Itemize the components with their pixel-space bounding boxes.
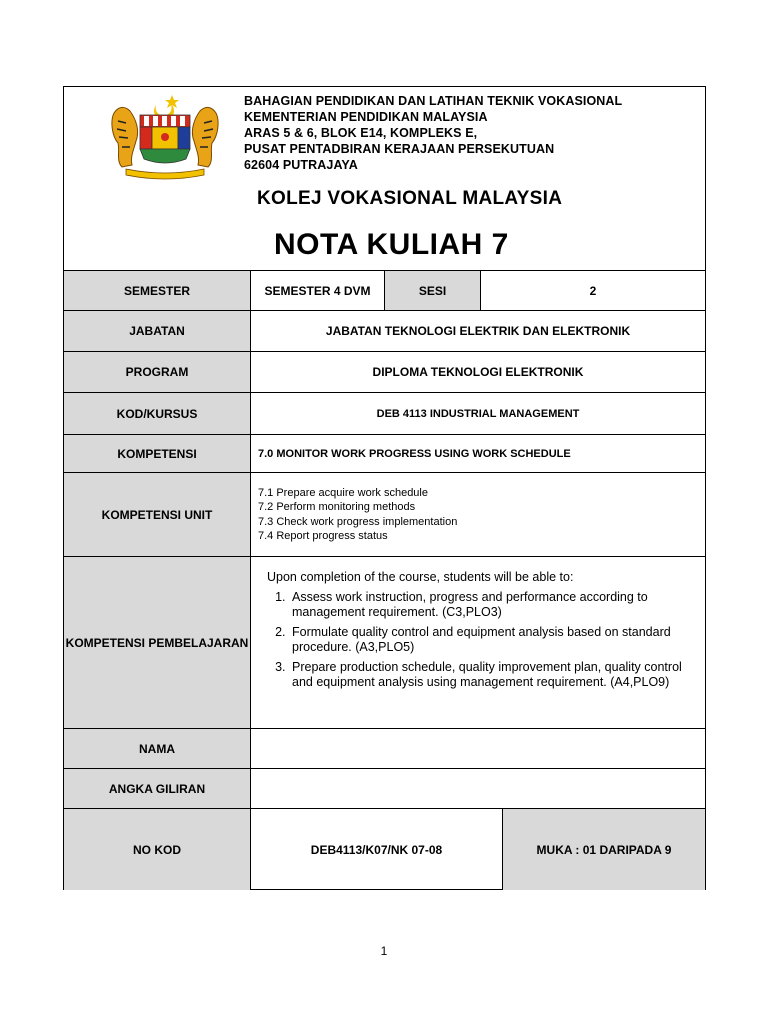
kompetensi-unit-row (64, 473, 705, 557)
malaysia-coat-of-arms-logo (106, 91, 224, 181)
learning-outcomes (251, 557, 705, 728)
nama-row (64, 729, 705, 769)
kod-kursus-row (64, 393, 705, 435)
kod-kursus-label: KOD/KURSUS (64, 393, 251, 434)
outcomes-list (267, 590, 693, 695)
outcome-item: 3. Prepare production schedule, quality improvement plan, quality control and equipment analysis using management requirement. (A4,PLO9) (289, 660, 693, 691)
address-line: 62604 PUTRAJAYA (244, 158, 358, 172)
jabatan-label: JABATAN (64, 311, 251, 351)
nama-label: NAMA (64, 729, 251, 768)
outcome-item: 2. Formulate quality control and equipment analysis based on standard procedure. (A3,PLO5) (289, 625, 693, 656)
nama-field[interactable] (251, 729, 705, 768)
address-line: PUSAT PENTADBIRAN KERAJAAN PERSEKUTUAN (244, 142, 555, 156)
angka-giliran-label: ANGKA GILIRAN (64, 769, 251, 808)
angka-giliran-field[interactable] (251, 769, 705, 808)
college-name: KOLEJ VOKASIONAL MALAYSIA (257, 188, 563, 209)
no-kod-label: NO KOD (64, 809, 251, 890)
angka-giliran-row (64, 769, 705, 809)
address-line: KEMENTERIAN PENDIDIKAN MALAYSIA (244, 110, 488, 124)
unit-item: 7.3 Check work progress implementation (258, 515, 458, 528)
sesi-label: SESI (385, 271, 481, 310)
kompetensi-unit-label: KOMPETENSI UNIT (64, 473, 251, 556)
kompetensi-row (64, 435, 705, 473)
address-line: ARAS 5 & 6, BLOK E14, KOMPLEKS E, (244, 126, 478, 140)
kompetensi-pembelajaran-label: KOMPETENSI PEMBELAJARAN (64, 557, 251, 728)
page-number: 1 (380, 944, 388, 958)
no-kod-value: DEB4113/K07/NK 07-08 (251, 809, 503, 890)
semester-value: SEMESTER 4 DVM (251, 271, 385, 310)
kompetensi-unit-list (251, 473, 705, 556)
kompetensi-pembelajaran-row (64, 557, 705, 729)
program-row (64, 352, 705, 393)
jabatan-row (64, 311, 705, 352)
jabatan-value: JABATAN TEKNOLOGI ELEKTRIK DAN ELEKTRONIK (325, 324, 631, 338)
program-label: PROGRAM (64, 352, 251, 392)
outcomes-intro: Upon completion of the course, students will be able to: (267, 570, 574, 584)
unit-item: 7.1 Prepare acquire work schedule (258, 486, 428, 499)
muka-value: MUKA : 01 DARIPADA 9 (503, 809, 705, 890)
sesi-value: 2 (589, 283, 597, 298)
unit-item: 7.4 Report progress status (258, 530, 388, 542)
semester-label: SEMESTER (64, 271, 251, 310)
unit-item: 7.2 Perform monitoring methods (258, 501, 416, 513)
kompetensi-value: 7.0 MONITOR WORK PROGRESS USING WORK SCHEDULE (258, 447, 571, 460)
program-value: DIPLOMA TEKNOLOGI ELEKTRONIK (372, 365, 584, 379)
document-title: NOTA KULIAH 7 (274, 228, 509, 261)
document-header (64, 87, 705, 271)
kompetensi-label: KOMPETENSI (64, 435, 251, 472)
ministry-address (244, 93, 622, 173)
no-kod-row (64, 809, 705, 890)
document-frame (63, 86, 706, 890)
outcome-item: 1. Assess work instruction, progress and performance according to management requirement. (C3,PLO3) (289, 590, 693, 621)
address-line: BAHAGIAN PENDIDIKAN DAN LATIHAN TEKNIK VOKASIONAL (244, 94, 623, 108)
kod-kursus-value: DEB 4113 INDUSTRIAL MANAGEMENT (376, 407, 580, 420)
semester-row (64, 271, 705, 311)
